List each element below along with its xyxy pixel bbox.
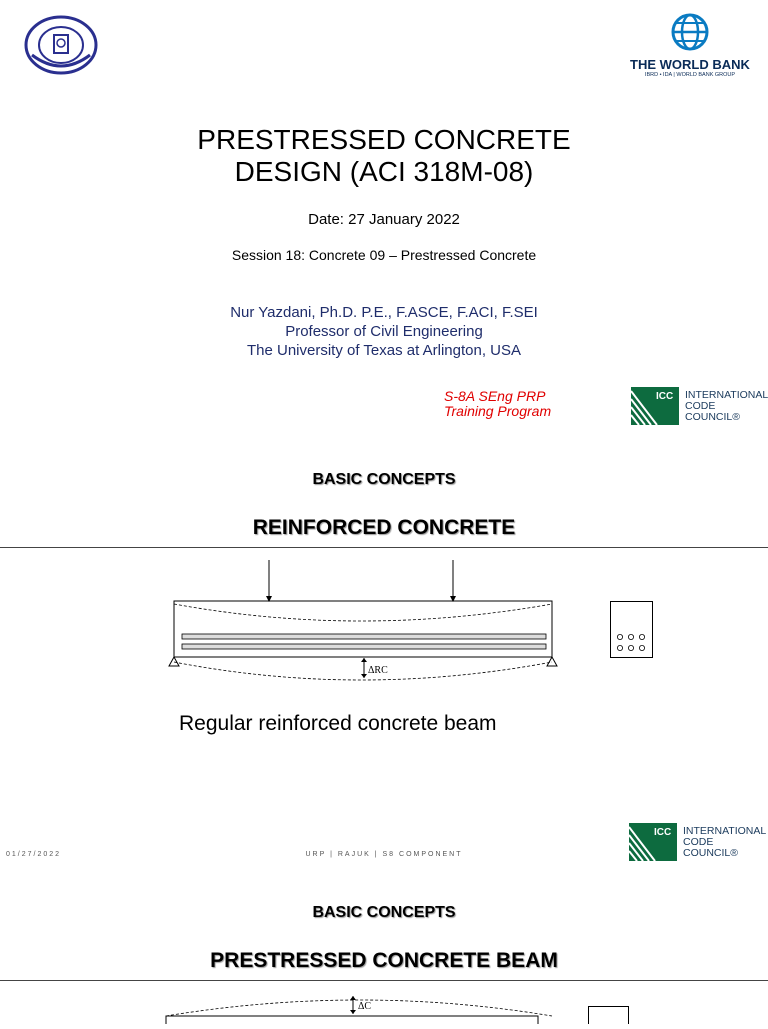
program-label [444,389,551,419]
title-line-1: PRESTRESSED CONCRETE [197,124,571,155]
beam-cross-section [610,601,654,664]
rajuk-logo [24,15,98,80]
program-line-2: Training Program [444,403,552,419]
icc-line-3: COUNCIL® [685,410,740,423]
date-text: Date: 27 January 2022 [308,211,460,228]
title-line-2: DESIGN (ACI 318M-08) [234,156,534,187]
author-name: Nur Yazdani, Ph.D. P.E., F.ASCE, F.ACI, F.SEI [230,304,538,321]
rc-beam-diagram [160,558,580,693]
icc-line-2: CODE [685,399,716,412]
globe-icon [668,12,712,52]
icc-text [683,826,766,859]
world-bank-subtitle: IBRD • IDA | WORLD BANK GROUP [644,72,736,78]
session-text: Session 18: Concrete 09 – Prestressed Concrete [231,247,537,263]
caption: Regular reinforced concrete beam [179,712,497,735]
beam-cross-section [588,1006,632,1029]
icc-mark [629,823,677,861]
divider [0,547,768,548]
slide-heading: REINFORCED CONCRETE [252,516,516,539]
author-university: The University of Texas at Arlington, USA [246,342,521,359]
footer-center: URP | RAJUK | S8 COMPONENT [305,851,463,858]
icc-line-2: CODE [683,835,714,848]
icc-logo [629,823,766,861]
icc-line-1: INTERNATIONAL [683,824,767,837]
section-heading: BASIC CONCEPTS [312,471,456,488]
icc-mark-text: ICC [656,391,674,402]
program-line-1: S-8A SEng PRP [444,388,546,404]
slide-title [0,124,768,188]
world-bank-name: THE WORLD BANK [630,57,750,72]
icc-mark [631,387,679,425]
divider [0,980,768,981]
author-position: Professor of Civil Engineering [285,323,483,340]
deflection-label: ΔC [358,1001,372,1012]
footer-date: 01/27/2022 [6,851,62,858]
icc-text [685,390,768,423]
world-bank-logo [626,12,754,78]
deflection-label: ΔRC [368,665,388,676]
slide-heading: PRESTRESSED CONCRETE BEAM [210,949,558,972]
icc-line-3: COUNCIL® [683,846,738,859]
section-heading: BASIC CONCEPTS [312,904,456,921]
icc-mark-text: ICC [654,827,672,838]
author-block [0,303,768,360]
icc-logo [631,387,768,425]
icc-line-1: INTERNATIONAL [685,388,768,401]
